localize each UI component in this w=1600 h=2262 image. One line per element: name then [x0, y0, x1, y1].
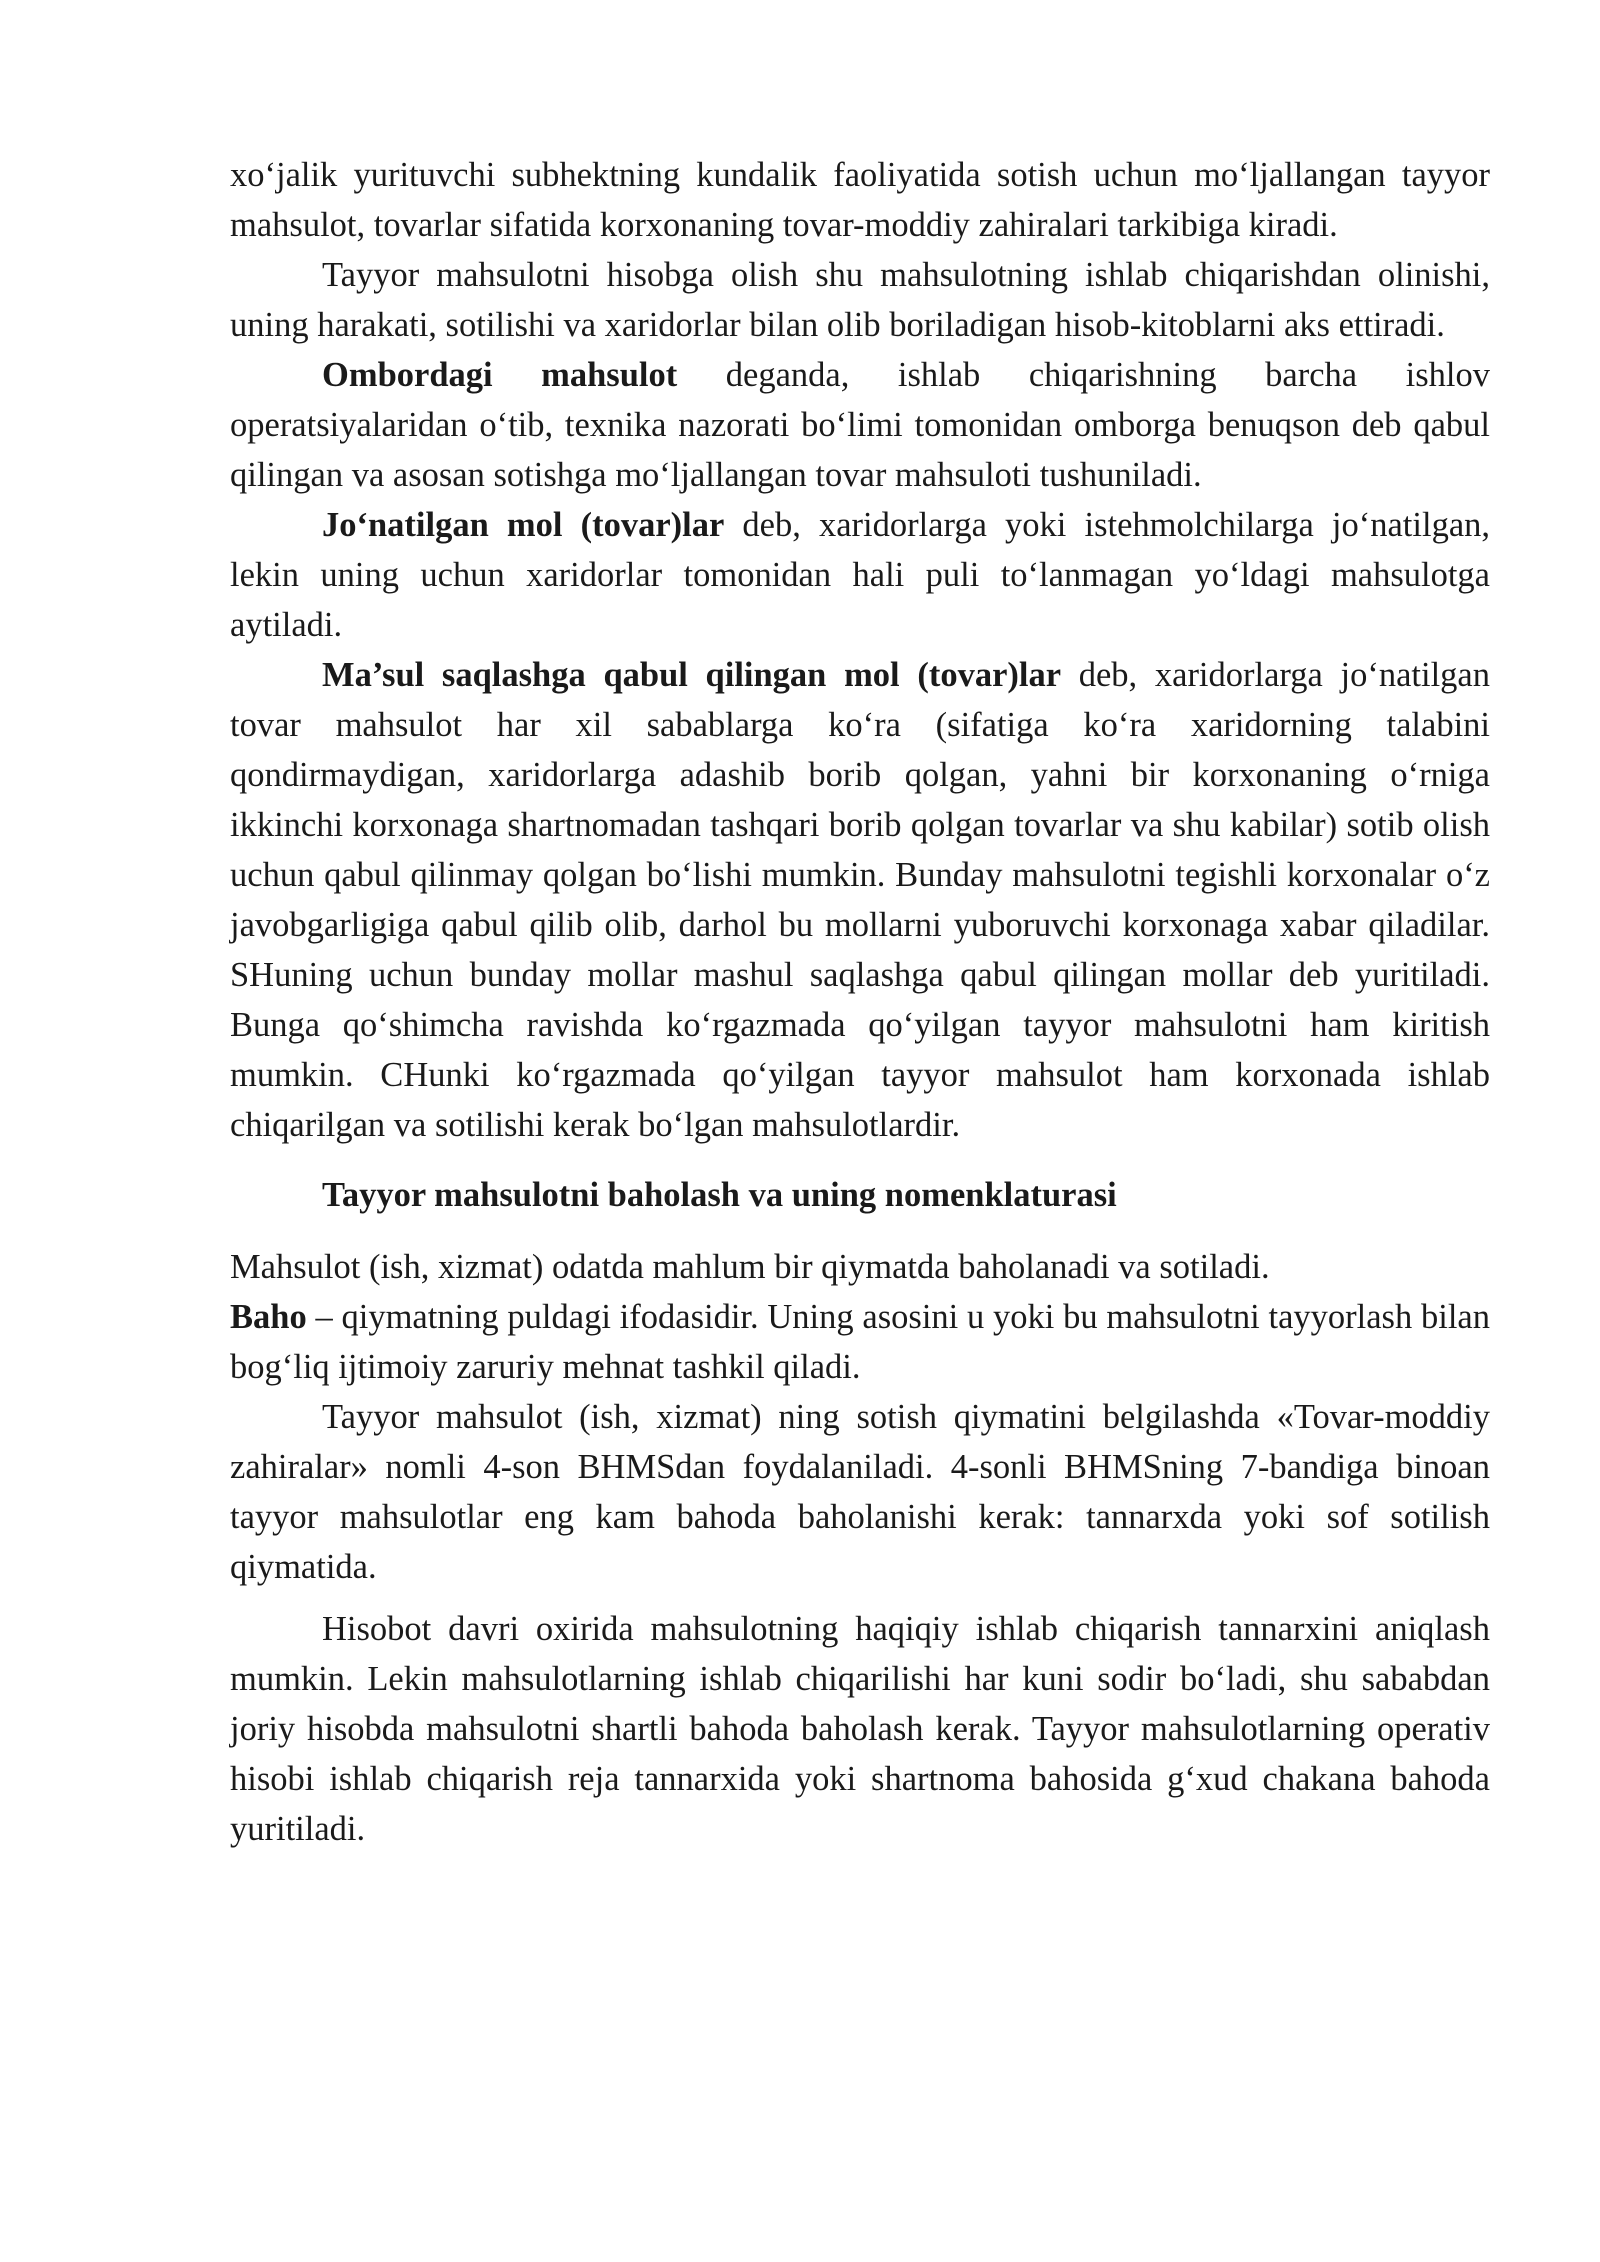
paragraph-warehouse-products	[230, 350, 1490, 500]
term-price: Baho	[230, 1298, 307, 1336]
paragraph-product-valuation: Mahsulot (ish, xizmat) odatda mahlum bir qiymatda baholanadi va sotiladi.	[230, 1248, 1270, 1286]
paragraph-continuation: xo‘jalik yurituvchi subhektning kundalik faoliyatida sotish uchun mo‘ljallangan tayyor mahsulot, tovarlar sifatida korxonaning tovar-moddiy zahiralari tarkibiga kiradi.	[230, 156, 1490, 244]
definition-custody-goods: deb, xaridorlarga jo‘natilgan tovar mahsulot har xil sabablarga ko‘ra (sifatiga ko‘ra xaridorning talabini qondirmaydigan, xaridorlarga adashib borib qolgan, yahni bir korxonaning o‘rniga ikkinchi korxonaga shartnomadan tashqari borib qolgan tovarlar va shu kabilar) sotib olish uchun qabul qilinmay qolgan bo‘lishi mumkin. Bunday mahsulotni tegishli korxonalar o‘z javobgarligiga qabul qilib olib, darhol bu mollarni yuboruvchi korxonaga xabar qiladilar. SHuning uchun bunday mollar mashul saqlashga qabul qilingan mollar deb yuritiladi. Bunga qo‘shimcha ravishda ko‘rgazmada qo‘yilgan tayyor mahsulotni ham kiritish mumkin. CHunki ko‘rgazmada qo‘yilgan tayyor mahsulot ham korxonada ishlab chiqarilgan va sotilishi kerak bo‘lgan mahsulotlardir.	[230, 656, 1490, 1144]
paragraph-price-definition	[230, 1292, 1490, 1392]
section-heading: Tayyor mahsulotni baholash va uning nomenklaturasi	[322, 1176, 1117, 1214]
term-shipped-goods: Jo‘natilgan mol (tovar)lar	[322, 506, 725, 544]
term-warehouse-products: Ombordagi mahsulot	[322, 356, 678, 394]
term-custody-goods: Ma’sul saqlashga qabul qilingan mol (tovar)lar	[322, 656, 1062, 694]
paragraph-bhms-standard: Tayyor mahsulot (ish, xizmat) ning sotish qiymatini belgilashda «Tovar-moddiy zahiralar» nomli 4-son BHMSdan foydalaniladi. 4-sonli BHMSning 7-bandiga binoan tayyor mahsulotlar eng kam bahoda baholanishi kerak: tannarxda yoki sof sotilish qiymatida.	[230, 1398, 1490, 1586]
paragraph-finished-goods-accounting: Tayyor mahsulotni hisobga olish shu mahsulotning ishlab chiqarishdan olinishi, uning harakati, sotilishi va xaridorlar bilan olib boriladigan hisob-kitoblarni aks ettiradi.	[230, 256, 1490, 344]
document-page	[230, 150, 1490, 1854]
definition-shipped-goods: deb, xaridorlarga yoki istehmolchilarga jo‘natilgan, lekin uning uchun xaridorlar tomonidan hali puli to‘lanmagan yo‘ldagi mahsulotga aytiladi.	[230, 506, 1491, 644]
paragraph-reporting-period: Hisobot davri oxirida mahsulotning haqiqiy ishlab chiqarish tannarxini aniqlash mumkin. Lekin mahsulotlarning ishlab chiqarilishi har kuni sodir bo‘ladi, shu sababdan joriy hisobda mahsulotni shartli bahoda baholash kerak. Tayyor mahsulotlarning operativ hisobi ishlab chiqarish reja tannarxida yoki shartnoma bahosida g‘xud chakana bahoda yuritiladi.	[230, 1610, 1490, 1848]
definition-warehouse-products: deganda, ishlab chiqarishning barcha ishlov operatsiyalaridan o‘tib, texnika nazorati bo‘limi tomonidan omborga benuqson deb qabul qilingan va asosan sotishga mo‘ljallangan tovar mahsuloti tushuniladi.	[230, 356, 1490, 494]
paragraph-custody-goods	[230, 650, 1490, 1150]
paragraph-shipped-goods	[230, 500, 1490, 650]
definition-price: – qiymatning puldagi ifodasidir. Uning asosini u yoki bu mahsulotni tayyorlash bilan bog‘liq ijtimoiy zaruriy mehnat tashkil qiladi.	[230, 1298, 1490, 1386]
